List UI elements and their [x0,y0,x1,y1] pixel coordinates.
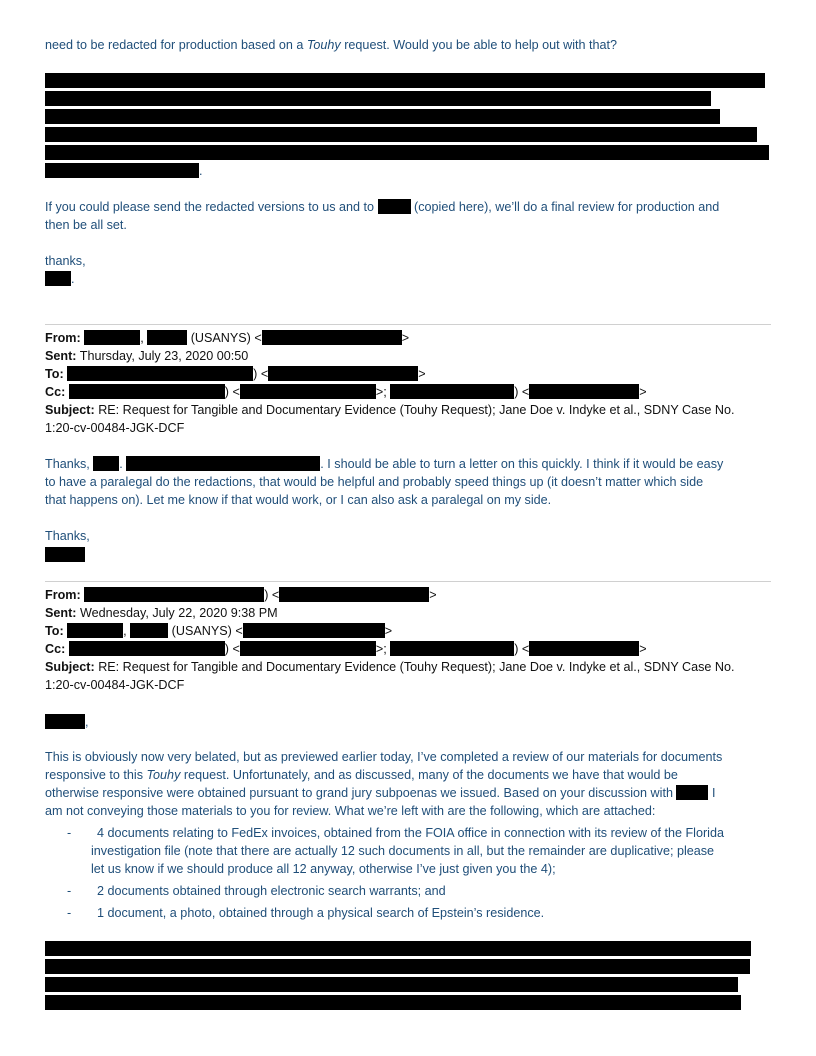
msg1-closing: Thanks, [45,529,90,543]
redaction-block [676,785,708,800]
redaction-block [147,330,187,345]
redaction-block [279,587,429,602]
redaction-block [93,456,119,471]
msg1-body-line-2: to have a paralegal do the redactions, that would be helpful and probably speed things up (it doesn’t matter which side [45,475,704,489]
redaction-block [67,366,253,381]
redaction-block [130,623,168,638]
redaction-block [529,384,639,399]
redaction-block [240,641,376,656]
redaction-block [529,641,639,656]
redaction-block [84,587,264,602]
redaction-block [378,199,411,214]
redaction-block [45,941,751,956]
msg2-p1-line-1: This is obviously now very belated, but as previewed earlier today, I’ve completed a review of our materials for documents [45,750,723,764]
redaction-block [45,959,750,974]
msg2-p1-line-3: otherwise responsive were obtained pursuant to grand jury subpoenas we issued. Based on your discussion with I [45,786,716,800]
msg2-p1-line-4: am not conveying those materials to you for review. What we’re left with are the following, which are attached: [45,804,656,818]
msg2-p1-line-2: responsive to this Touhy request. Unfortunately, and as discussed, many of the documents we have that would be [45,768,678,782]
redaction-block [45,145,769,160]
msg1-subject-line: Subject: RE: Request for Tangible and Documentary Evidence (Touhy Request); Jane Doe v. Indyke et al., SDNY Case No. [45,403,735,417]
redaction-block [45,163,199,178]
redaction-block [45,714,85,729]
redaction-line-end: . [45,162,203,180]
redaction-block [240,384,376,399]
redaction-block [45,271,71,286]
redaction-block [69,384,225,399]
top-line-1: need to be redacted for production based on a Touhy request. Would you be able to help out with that? [45,38,618,52]
msg2-subject-line: Subject: RE: Request for Tangible and Documentary Evidence (Touhy Request); Jane Doe v. Indyke et al., SDNY Case No. [45,660,735,674]
msg2-cc-line: Cc: ) < >; ) < > [45,642,647,656]
msg1-from-line: From: , (USANYS) < > [45,331,410,345]
redaction-block [45,73,765,88]
redaction-block [262,330,402,345]
redaction-block [45,109,720,124]
separator [45,581,771,582]
msg2-to-line: To: , (USANYS) < > [45,624,393,638]
redaction-block [390,641,514,656]
msg1-to-line: To: ) < > [45,367,426,381]
msg1-body-line-3: that happens on). Let me know if that would work, or I can also ask a paralegal on my side. [45,493,552,507]
msg1-signature-redaction [45,547,85,562]
redaction-block [69,641,225,656]
redaction-block [126,456,320,471]
redaction-block [84,330,140,345]
send-line-2: then be all set. [45,218,127,232]
msg1-body-line-1: Thanks, . . I should be able to turn a letter on this quickly. I think if it would be easy [45,457,724,471]
redaction-block [390,384,514,399]
send-line-1: If you could please send the redacted versions to us and to (copied here), we’ll do a final review for production and [45,200,720,214]
redaction-block [243,623,385,638]
msg2-subject-line-2: 1:20-cv-00484-JGK-DCF [45,678,185,692]
separator [45,324,771,325]
thanks-text: thanks, [45,254,86,268]
signature: . [45,270,75,288]
redaction-block [45,91,711,106]
msg2-sent-line: Sent: Wednesday, July 22, 2020 9:38 PM [45,606,278,620]
msg2-greeting: , [45,713,89,731]
redaction-block [45,127,757,142]
redaction-block [67,623,123,638]
redaction-block [268,366,418,381]
msg1-subject-line-2: 1:20-cv-00484-JGK-DCF [45,421,185,435]
msg2-from-line: From: ) < > [45,588,437,602]
redaction-block [45,977,738,992]
msg1-sent-line: Sent: Thursday, July 23, 2020 00:50 [45,349,249,363]
msg1-cc-line: Cc: ) < >; ) < > [45,385,647,399]
redaction-block [45,995,741,1010]
